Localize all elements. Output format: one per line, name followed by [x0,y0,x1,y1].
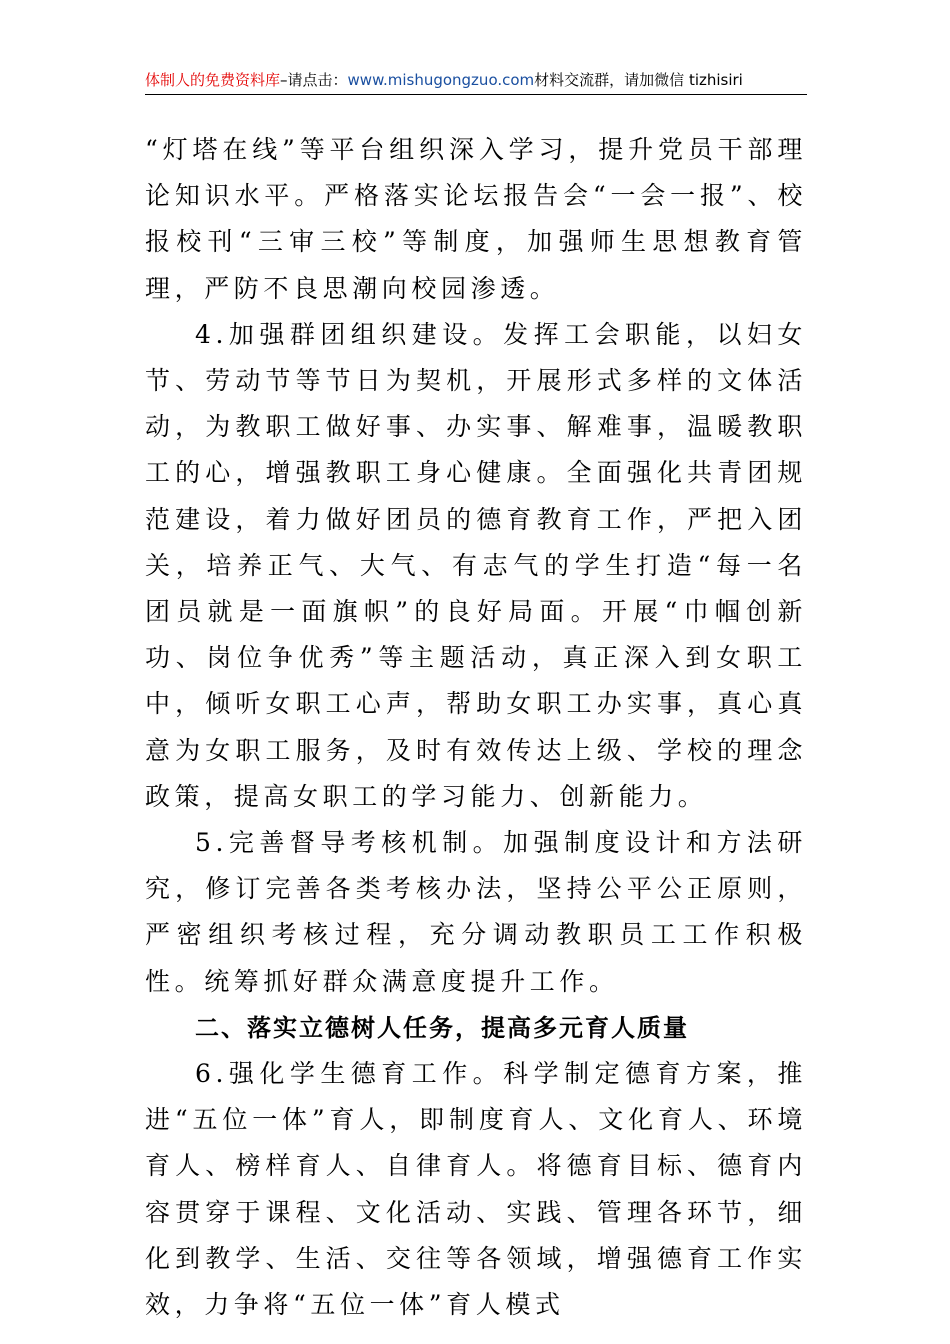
paragraph-continuation: “灯塔在线”等平台组织深入学习，提升党员干部理论知识水平。严格落实论坛报告会“一会一报”、校报校刊“三审三校”等制度，加强师生思想教育管理，严防不良思潮向校园渗透。 [145,135,807,303]
header-wechat-note: 材料交流群，请加微信 tizhisiri [534,71,743,89]
page-header [145,66,807,95]
paragraph-item-4: 4.加强群团组织建设。发挥工会职能，以妇女节、劳动节等节日为契机，开展形式多样的文体活动，为教职工做好事、办实事、解难事，温暖教职工的心，增强教职工身心健康。全面强化共青团规范建设，着力做好团员的德育教育工作，严把入团关，培养正气、大气、有志气的学生打造“每一名团员就是一面旗帜”的良好局面。开展“巾帼创新功、岗位争优秀”等主题活动，真正深入到女职工中，倾听女职工心声，帮助女职工办实事，真心真意为女职工服务，及时有效传达上级、学校的理念政策，提高女职工的学习能力、创新能力。 [145,319,807,811]
section-heading-2: 二、落实立德树人任务，提高多元育人质量 [195,1013,689,1042]
header-url-link[interactable]: www.mishugongzuo.com [347,71,535,89]
header-brand: 体制人的免费资料库 [145,71,281,89]
paragraph-item-6: 6.强化学生德育工作。科学制定德育方案，推进“五位一体”育人，即制度育人、文化育人、环境育人、榜样育人、自律育人。将德育目标、德育内容贯穿于课程、文化活动、实践、管理各环节，细化到教学、生活、交往等各领域，增强德育工作实效，力争将“五位一体”育人模式 [145,1059,807,1320]
paragraph-item-5: 5.完善督导考核机制。加强制度设计和方法研究，修订完善各类考核办法，坚持公平公正原则，严密组织考核过程，充分调动教职员工工作积极性。统筹抓好群众满意度提升工作。 [145,828,807,996]
header-prompt: –请点击： [280,71,348,89]
document-body [145,127,807,1328]
